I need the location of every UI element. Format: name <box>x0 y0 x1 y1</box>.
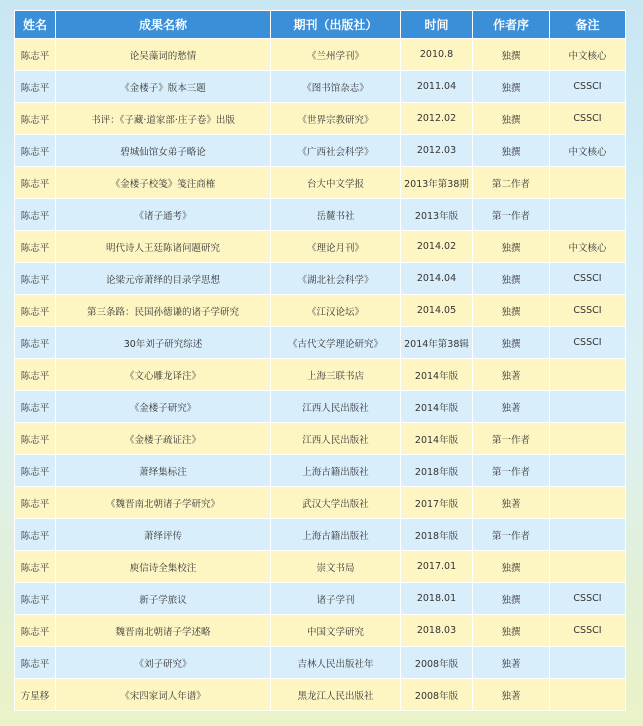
cell-author-order: 独撰 <box>473 295 550 327</box>
cell-time: 2017.01 <box>401 551 473 583</box>
cell-author-order: 独著 <box>473 359 550 391</box>
table-row <box>15 295 626 327</box>
cell-note <box>550 423 626 455</box>
cell-author-order: 独著 <box>473 647 550 679</box>
cell-name: 陈志平 <box>15 583 56 615</box>
table-row <box>15 455 626 487</box>
cell-author-order: 独著 <box>473 487 550 519</box>
cell-journal: 《世界宗教研究》 <box>271 103 401 135</box>
cell-note: CSSCI <box>550 71 626 103</box>
cell-name: 陈志平 <box>15 103 56 135</box>
table-row <box>15 199 626 231</box>
cell-note <box>550 487 626 519</box>
table-row <box>15 551 626 583</box>
cell-note <box>550 519 626 551</box>
cell-title: 论吴藻词的愁情 <box>56 39 271 71</box>
cell-note: CSSCI <box>550 263 626 295</box>
table-body <box>15 39 626 711</box>
cell-note: CSSCI <box>550 103 626 135</box>
header-note: 备注 <box>550 11 626 39</box>
cell-title: 碧城仙馆女弟子略论 <box>56 135 271 167</box>
cell-time: 2014.05 <box>401 295 473 327</box>
cell-time: 2013年第38期 <box>401 167 473 199</box>
table-row <box>15 167 626 199</box>
cell-note: 中文核心 <box>550 135 626 167</box>
cell-author-order: 独撰 <box>473 551 550 583</box>
cell-name: 陈志平 <box>15 295 56 327</box>
table-row <box>15 487 626 519</box>
cell-title: 《金楼子校笺》笺注商榷 <box>56 167 271 199</box>
cell-author-order: 独撰 <box>473 71 550 103</box>
cell-time: 2018年版 <box>401 519 473 551</box>
cell-author-order: 独撰 <box>473 231 550 263</box>
cell-name: 陈志平 <box>15 615 56 647</box>
cell-journal: 诸子学刊 <box>271 583 401 615</box>
cell-name: 陈志平 <box>15 231 56 263</box>
table-row <box>15 359 626 391</box>
cell-title: 30年刘子研究综述 <box>56 327 271 359</box>
cell-name: 陈志平 <box>15 263 56 295</box>
table-row <box>15 231 626 263</box>
cell-note: CSSCI <box>550 615 626 647</box>
cell-note: 中文核心 <box>550 231 626 263</box>
cell-name: 陈志平 <box>15 487 56 519</box>
cell-title: 萧绎集标注 <box>56 455 271 487</box>
cell-note: CSSCI <box>550 327 626 359</box>
cell-time: 2010.8 <box>401 39 473 71</box>
cell-title: 《刘子研究》 <box>56 647 271 679</box>
cell-time: 2014年版 <box>401 423 473 455</box>
header-journal: 期刊（出版社） <box>271 11 401 39</box>
cell-author-order: 第一作者 <box>473 199 550 231</box>
cell-author-order: 独著 <box>473 391 550 423</box>
cell-title: 《诸子通考》 <box>56 199 271 231</box>
cell-author-order: 独撰 <box>473 327 550 359</box>
header-title: 成果名称 <box>56 11 271 39</box>
cell-note <box>550 455 626 487</box>
cell-title: 庾信诗全集校注 <box>56 551 271 583</box>
table-row <box>15 583 626 615</box>
cell-name: 陈志平 <box>15 455 56 487</box>
cell-author-order: 独撰 <box>473 103 550 135</box>
cell-author-order: 第二作者 <box>473 167 550 199</box>
achievements-page <box>14 10 625 711</box>
table-row <box>15 71 626 103</box>
cell-journal: 《兰州学刊》 <box>271 39 401 71</box>
cell-time: 2014年版 <box>401 359 473 391</box>
cell-journal: 《湖北社会科学》 <box>271 263 401 295</box>
table-row <box>15 135 626 167</box>
cell-journal: 《古代文学理论研究》 <box>271 327 401 359</box>
table-row <box>15 519 626 551</box>
cell-time: 2008年版 <box>401 647 473 679</box>
cell-title: 《金楼子研究》 <box>56 391 271 423</box>
cell-name: 陈志平 <box>15 71 56 103</box>
cell-title: 《魏晋南北朝诸子学研究》 <box>56 487 271 519</box>
cell-title: 第三条路：民国孙德谦的诸子学研究 <box>56 295 271 327</box>
cell-author-order: 独撰 <box>473 583 550 615</box>
cell-note <box>550 359 626 391</box>
cell-author-order: 独撰 <box>473 39 550 71</box>
cell-journal: 黑龙江人民出版社 <box>271 679 401 711</box>
cell-author-order: 独撰 <box>473 615 550 647</box>
achievements-table <box>14 10 626 711</box>
cell-journal: 上海三联书店 <box>271 359 401 391</box>
table-row <box>15 679 626 711</box>
cell-journal: 江西人民出版社 <box>271 423 401 455</box>
table-row <box>15 39 626 71</box>
cell-name: 陈志平 <box>15 327 56 359</box>
cell-journal: 上海古籍出版社 <box>271 455 401 487</box>
cell-note: 中文核心 <box>550 39 626 71</box>
cell-note <box>550 647 626 679</box>
cell-title: 书评：《子藏·道家部·庄子卷》出版 <box>56 103 271 135</box>
cell-name: 方星移 <box>15 679 56 711</box>
cell-name: 陈志平 <box>15 167 56 199</box>
cell-journal: 《江汉论坛》 <box>271 295 401 327</box>
cell-title: 《宋四家词人年谱》 <box>56 679 271 711</box>
cell-author-order: 独撰 <box>473 263 550 295</box>
cell-journal: 《广西社会科学》 <box>271 135 401 167</box>
cell-time: 2018.03 <box>401 615 473 647</box>
cell-time: 2014.02 <box>401 231 473 263</box>
cell-time: 2014年第38辑 <box>401 327 473 359</box>
cell-time: 2017年版 <box>401 487 473 519</box>
header-name: 姓名 <box>15 11 56 39</box>
cell-title: 新子学旅议 <box>56 583 271 615</box>
cell-name: 陈志平 <box>15 551 56 583</box>
cell-time: 2014年版 <box>401 391 473 423</box>
table-row <box>15 103 626 135</box>
table-row <box>15 423 626 455</box>
cell-time: 2012.02 <box>401 103 473 135</box>
cell-name: 陈志平 <box>15 647 56 679</box>
cell-journal: 台大中文学报 <box>271 167 401 199</box>
cell-author-order: 独撰 <box>473 135 550 167</box>
cell-time: 2011.04 <box>401 71 473 103</box>
cell-title: 《金楼子疏证注》 <box>56 423 271 455</box>
cell-time: 2018年版 <box>401 455 473 487</box>
cell-note: CSSCI <box>550 295 626 327</box>
header-time: 时间 <box>401 11 473 39</box>
header-author-order: 作者序 <box>473 11 550 39</box>
cell-title: 《金楼子》版本三题 <box>56 71 271 103</box>
table-row <box>15 615 626 647</box>
cell-name: 陈志平 <box>15 135 56 167</box>
cell-title: 明代诗人王廷陈诸问题研究 <box>56 231 271 263</box>
cell-time: 2008年版 <box>401 679 473 711</box>
cell-author-order: 第一作者 <box>473 455 550 487</box>
cell-title: 魏晋南北朝诸子学述略 <box>56 615 271 647</box>
cell-time: 2018.01 <box>401 583 473 615</box>
table-header-row <box>15 11 626 39</box>
cell-name: 陈志平 <box>15 423 56 455</box>
cell-title: 萧绎评传 <box>56 519 271 551</box>
cell-journal: 中国文学研究 <box>271 615 401 647</box>
table-row <box>15 391 626 423</box>
table-row <box>15 327 626 359</box>
cell-time: 2014.04 <box>401 263 473 295</box>
cell-name: 陈志平 <box>15 39 56 71</box>
cell-note <box>550 551 626 583</box>
cell-name: 陈志平 <box>15 359 56 391</box>
table-row <box>15 263 626 295</box>
cell-note: CSSCI <box>550 583 626 615</box>
cell-time: 2013年版 <box>401 199 473 231</box>
cell-name: 陈志平 <box>15 199 56 231</box>
cell-time: 2012.03 <box>401 135 473 167</box>
cell-author-order: 独著 <box>473 679 550 711</box>
cell-author-order: 第一作者 <box>473 423 550 455</box>
cell-name: 陈志平 <box>15 391 56 423</box>
cell-name: 陈志平 <box>15 519 56 551</box>
cell-journal: 《理论月刊》 <box>271 231 401 263</box>
cell-journal: 江西人民出版社 <box>271 391 401 423</box>
cell-journal: 岳麓书社 <box>271 199 401 231</box>
cell-note <box>550 167 626 199</box>
cell-title: 《文心雕龙译注》 <box>56 359 271 391</box>
cell-title: 论梁元帝萧绎的目录学思想 <box>56 263 271 295</box>
cell-note <box>550 679 626 711</box>
cell-note <box>550 199 626 231</box>
cell-journal: 《图书馆杂志》 <box>271 71 401 103</box>
cell-journal: 吉林人民出版社年 <box>271 647 401 679</box>
cell-journal: 崇文书局 <box>271 551 401 583</box>
cell-author-order: 第一作者 <box>473 519 550 551</box>
cell-note <box>550 391 626 423</box>
table-row <box>15 647 626 679</box>
cell-journal: 上海古籍出版社 <box>271 519 401 551</box>
cell-journal: 武汉大学出版社 <box>271 487 401 519</box>
